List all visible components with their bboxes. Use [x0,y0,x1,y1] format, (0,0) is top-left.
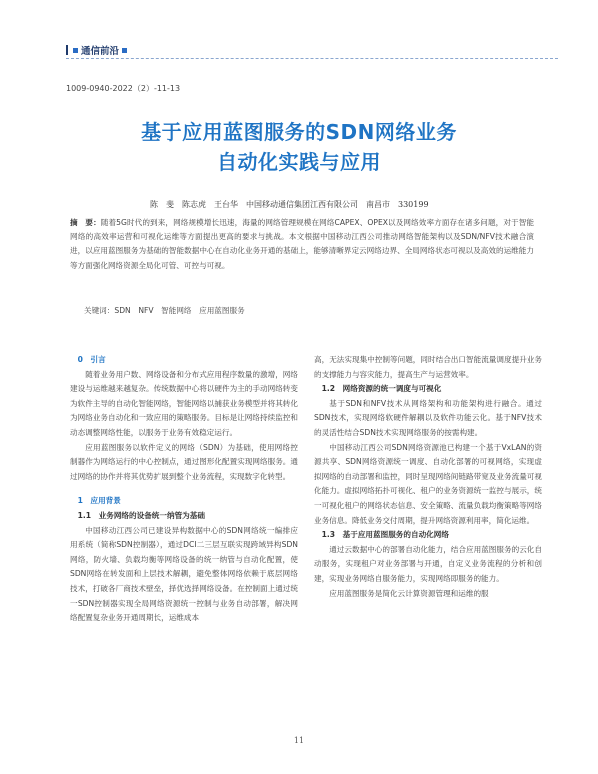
tag-bar-decoration [66,45,68,55]
section-heading: 0 引言 [77,355,106,364]
column-tag [66,43,127,57]
abstract [70,216,534,273]
subsection-heading: 1.1 业务网络的设备统一纳管为基础 [77,510,205,520]
column-name: 通信前沿 [81,46,120,57]
body-paragraph: 高，无法实现集中控制等问题，同时结合出口智能流量调度提升业务的支撑能力与容灾能力，提高生产与运营效率。 [314,355,542,379]
body-paragraph: 中国移动江西公司SDN网络资源池已构建一个基于VxLAN的资源共享、SDN网络资源统一调度、自动化部署的可视网络，实现虚拟网络的自动部署和监控，同时呈现网络间链路带宽及业务流量可视化能力。虚拟网络拓扑可视化、租户的业务资源统一监控与展示，统一可视化租户的网络状态信息、安全策略、流量负载均衡策略等网络业务信息。降低业务交付周期，提升网络资源利用率，简化运维。 [314,442,542,525]
left-column [70,353,298,626]
abstract-text: 随着5G时代的到来，网络规模增长迅速，海量的网络管理规模在网络CAPEX、OPEX以及网络效率方面存在诸多问题，对于智能网络的高效率运营和可视化运维等方面提出更高的要求与挑战。本文根据中国移动江西公司推动网络智能架构以及SDN/NFV技术融合演进，以应用蓝图服务为基础的智能数据中心在自动化业务开通的基础上，能够清晰界定云网络边界、全局网络状态可视以及高效的运维能力等方面强化网络资源全局化可管、可控与可视。 [70,218,535,270]
body-paragraph: 随着业务用户数、网络设备和分布式应用程序数量的激增，网络建设与运维越来越复杂。传统数据中心将以硬件为主的手动网络转变为软件主导的自动化智能网络，智能网络以捕获业务模型并将其转化为网络业务自动化和一致应用的策略服务。目标是让网络持续监控和动态调整网络性能，以服务于业务有效稳定运行。 [70,369,298,437]
tag-square-icon [122,48,127,53]
body-paragraph: 应用蓝图服务以软件定义的网络（SDN）为基础，使用网络控制器作为网络运行的中心控制点，通过图形化配置实现网络服务。通过网络的协作并将其优势扩展到整个业务流程，实现数字化转型。 [70,442,298,481]
subsection-heading: 1.3 基于应用蓝图服务的自动化网络 [321,530,449,540]
page-number: 11 [293,736,305,745]
right-column [314,353,542,601]
body-paragraph: 基于SDN和NFV技术从网络架构和功能架构进行融合。通过SDN技术，实现网络软硬件解耦以及软件功能云化。基于NFV技术的灵活性结合SDN技术实现网络服务的按需构建。 [314,398,542,437]
abstract-label: 摘 要： [70,218,101,227]
body-paragraph: 通过云数据中心的部署自动化能力，结合应用蓝图服务的云化自动服务，实现租户对业务部署与开通，自定义业务流程的分析和创建，实现业务网络自服务能力，实现网络即服务的能力。 [314,544,542,583]
section-heading: 1 应用背景 [77,496,121,506]
subsection-heading: 1.2 网络资源的统一调度与可视化 [321,384,442,394]
section-gap [70,484,298,494]
document-code: 1009-0940-2022（2）-11-13 [66,84,181,93]
article-title [0,117,598,177]
keywords: 关键词：SDN NFV 智能网络 应用蓝图服务 [84,306,245,315]
body-paragraph: 应用蓝图服务是简化云计算资源管理和运维的服 [329,588,489,598]
body-paragraph: 中国移动江西公司已建设异构数据中心的SDN网络统一编排应用系统（简称SDN控制器），通过DCI二三层互联实现跨域异构SDN网络，防火墙、负载均衡等网络设备的统一纳管与自动化配置，使SDN网络在转发面和上层技术解耦，避免整体网络依赖于底层网络技术，打破各厂商技术壁垒，择优选择网络设备。在控制面上通过统一SDN控制器实现全局网络资源统一控制与业务自动部署，解决网络配置复杂业务开通周期长，运维成本 [70,525,298,623]
title-line-2: 自动化实践与应用 [217,150,381,174]
authors-line: 陈 斐 陈志虎 王台华 中国移动通信集团江西有限公司 南昌市 330199 [150,200,429,209]
title-line-1: 基于应用蓝图服务的SDN网络业务 [141,120,457,144]
header-divider [66,58,558,59]
tag-square-icon [73,48,78,53]
